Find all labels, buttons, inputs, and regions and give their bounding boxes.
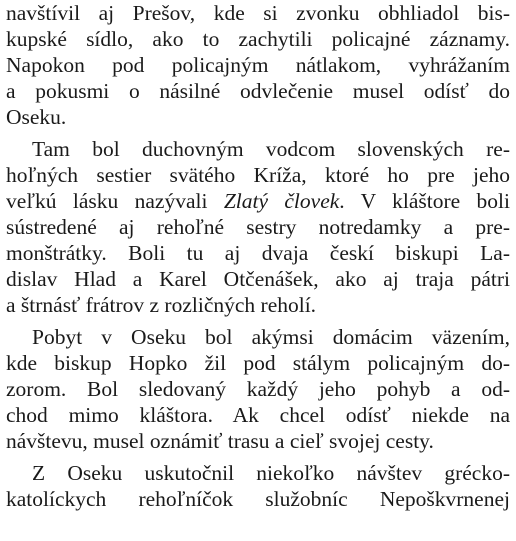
text-line: Z Oseku uskutočnil niekoľko návštev grécko- [32, 461, 510, 485]
text-line: návštevu, musel oznámiť trasu a cieľ svojej cesty. [6, 429, 434, 453]
text-line: hoľných sestier svätého Kríža, ktoré ho pre jeho [6, 163, 510, 187]
text-line: Napokon pod policajným nátlakom, vyhrážaním [6, 53, 510, 77]
paragraph [6, 460, 510, 512]
text-fragment: . V kláštore boli [339, 189, 510, 213]
text-line: navštívil aj Prešov, kde si zvonku obhliadol bis- [6, 1, 510, 25]
text-line: a štrnásť frátrov z rozličných reholí. [6, 293, 317, 317]
text-line: a pokusmi o násilné odvlečenie musel odísť do [6, 79, 510, 103]
text-line: kde biskup Hopko žil pod stálym policajným do- [6, 351, 510, 375]
paragraph [6, 324, 510, 454]
italic-phrase: Zlatý človek [223, 189, 340, 213]
text-line: monštrátky. Boli tu aj dvaja českí biskupi La- [6, 241, 510, 265]
text-line: kupské sídlo, ako to zachytili policajné záznamy. [6, 27, 510, 51]
text-line: katolíckych rehoľníčok služobníc Nepoškvrnenej [6, 487, 510, 511]
text-line: Tam bol duchovným vodcom slovenských re- [32, 137, 510, 161]
text-line: chod mimo kláštora. Ak chcel odísť niekde na [6, 403, 510, 427]
text-line: dislav Hlad a Karel Otčenášek, ako aj traja pátri [6, 267, 510, 291]
paragraph [6, 0, 510, 130]
text-fragment: veľkú lásku nazývali [6, 189, 224, 213]
text-line: Oseku. [6, 105, 67, 129]
text-line: sústredené aj rehoľné sestry notredamky a pre- [6, 215, 510, 239]
paragraph [6, 136, 510, 318]
text-line: zorom. Bol sledovaný každý jeho pohyb a od- [6, 377, 510, 401]
text-line: Pobyt v Oseku bol akýmsi domácim väzením, [32, 325, 510, 349]
text-line [6, 188, 510, 214]
